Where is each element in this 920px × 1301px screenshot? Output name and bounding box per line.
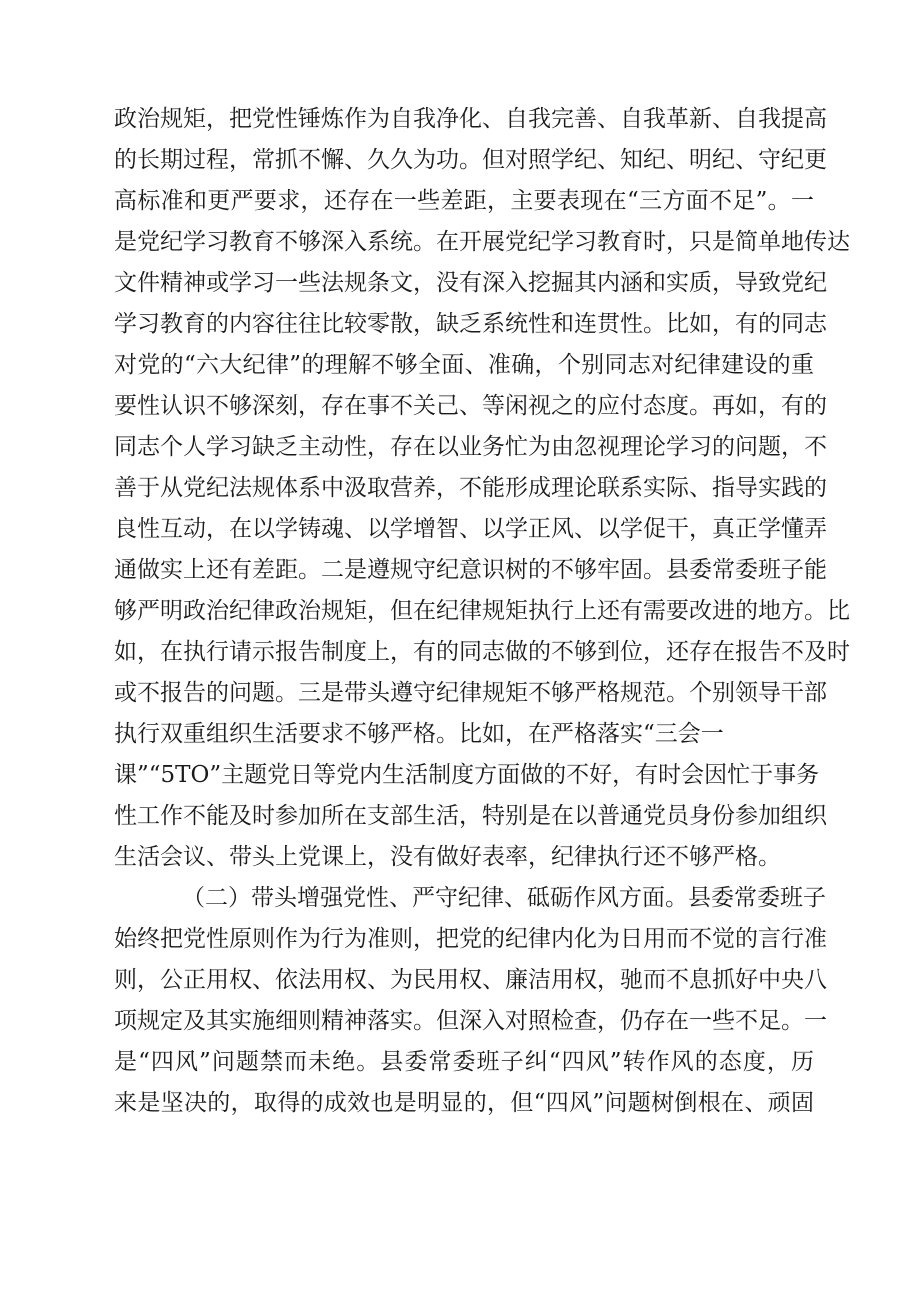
text-line: 的长期过程，常抓不懈、久久为功。但对照学纪、知纪、明纪、守纪更: [114, 147, 827, 173]
text-line: 性工作不能及时参加所在支部生活，特别是在以普通党员身份参加组织: [114, 803, 827, 829]
text-line: 是“四风”问题禁而未绝。县委常委班子纠“四风”转作风的态度，历: [114, 1049, 814, 1075]
document-body: [114, 99, 850, 1124]
text-line: 良性互动，在以学铸魂、以学增智、以学正风、以学促干，真正学懂弄: [114, 516, 827, 542]
text-line: 执行双重组织生活要求不够严格。比如，在严格落实“三会一: [114, 721, 724, 747]
section-heading-line: （二）带头增强党性、严守纪律、砥砺作风方面。县委常委班子: [182, 885, 826, 911]
text-line: 始终把党性原则作为行为准则，把党的纪律内化为日用而不觉的言行准: [114, 926, 827, 952]
text-line: 课”“5TO”主题党日等党内生活制度方面做的不好，有时会因忙于事务: [114, 762, 820, 788]
text-line: 文件精神或学习一些法规条文，没有深入挖掘其内涵和实质，导致党纪: [114, 270, 827, 296]
text-line: 如，在执行请示报告制度上，有的同志做的不够到位，还存在报告不及时: [114, 639, 850, 665]
text-line: 学习教育的内容往往比较零散，缺乏系统性和连贯性。比如，有的同志: [114, 311, 827, 337]
text-line: 通做实上还有差距。二是遵规守纪意识树的不够牢固。县委常委班子能: [114, 557, 827, 583]
text-line: 是党纪学习教育不够深入系统。在开展党纪学习教育时，只是简单地传达: [114, 229, 850, 255]
text-line: 则，公正用权、依法用权、为民用权、廉洁用权，驰而不息抓好中央八: [114, 967, 827, 993]
text-line: 要性认识不够深刻，存在事不关己、等闲视之的应付态度。再如，有的: [114, 393, 827, 419]
text-line: 善于从党纪法规体系中汲取营养，不能形成理论联系实际、指导实践的: [114, 475, 827, 501]
text-line: 生活会议、带头上党课上，没有做好表率，纪律执行还不够严格。: [114, 844, 781, 870]
text-line: 同志个人学习缺乏主动性，存在以业务忙为由忽视理论学习的问题，不: [114, 434, 827, 460]
text-line: 项规定及其实施细则精神落实。但深入对照检查，仍存在一些不足。一: [114, 1008, 827, 1034]
text-line: 够严明政治纪律政治规矩，但在纪律规矩执行上还有需要改进的地方。比: [114, 598, 850, 624]
text-line: 来是坚决的，取得的成效也是明显的，但“四风”问题树倒根在、顽固: [114, 1090, 814, 1116]
text-line: 或不报告的问题。三是带头遵守纪律规矩不够严格规范。个别领导干部: [114, 680, 827, 706]
text-line: 政治规矩，把党性锤炼作为自我净化、自我完善、自我革新、自我提高: [114, 106, 827, 132]
text-line: 高标准和更严要求，还存在一些差距，主要表现在“三方面不足”。一: [114, 188, 814, 214]
text-line: 对党的“六大纪律”的理解不够全面、准确，个别同志对纪律建设的重: [114, 352, 814, 378]
